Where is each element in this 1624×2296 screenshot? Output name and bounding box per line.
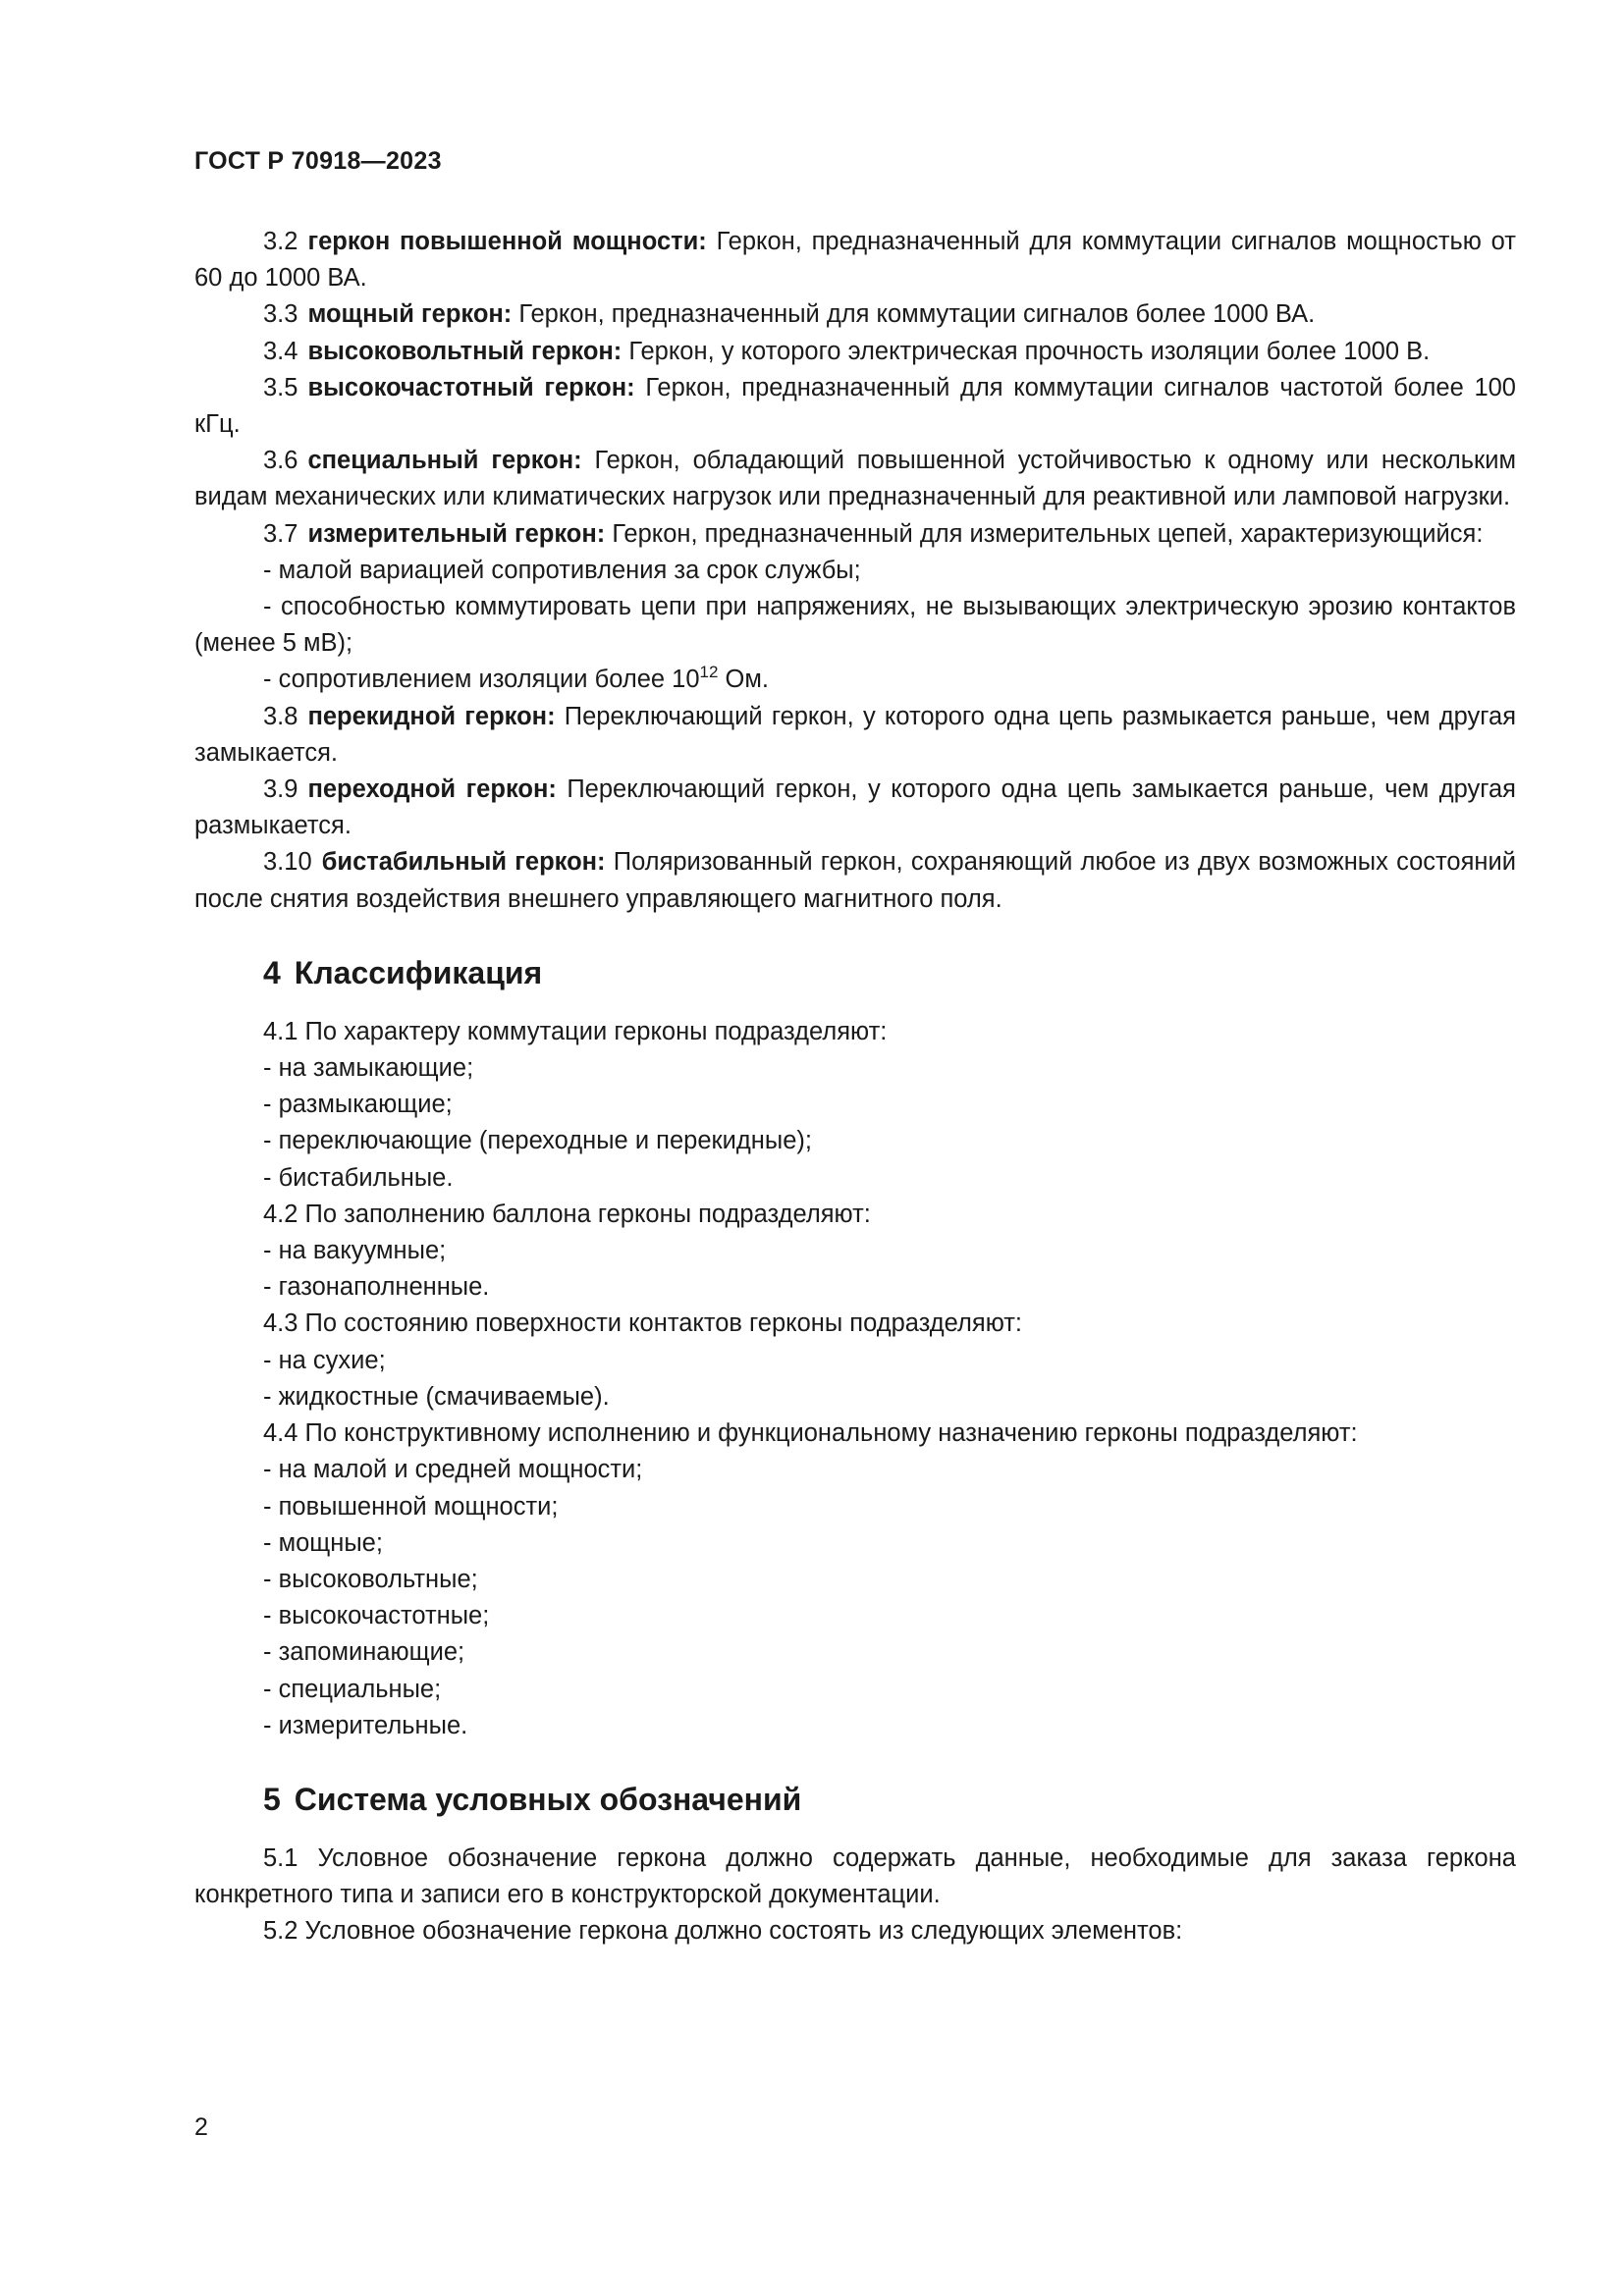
list-item: - переключающие (переходные и перекидные); bbox=[263, 1127, 812, 1155]
page-number: 2 bbox=[194, 2113, 208, 2141]
term-definition: Геркон, предназначенный для измерительных цепей, характеризующийся: bbox=[612, 519, 1484, 548]
section-title: Классификация bbox=[294, 954, 543, 990]
list-item: - на малой и средней мощности; bbox=[263, 1456, 643, 1484]
term-3-8 bbox=[194, 699, 1516, 772]
term-definition: Геркон, предназначенный для коммутации сигналов более 1000 ВА. bbox=[518, 300, 1316, 329]
exponent: 12 bbox=[699, 663, 719, 682]
term-3-7-item: - способностью коммутировать цепи при напряжениях, не вызывающих электрическую эрозию контактов (менее 5 мВ); bbox=[194, 593, 1516, 658]
term-definition: Геркон, обладающий повышенной устойчивостью к одному или нескольким видам механических или климатических нагрузок или предназначенный для реактивной или ламповой нагрузки. bbox=[194, 447, 1516, 511]
page-content bbox=[194, 224, 1516, 1950]
term-3-7-item: - малой вариацией сопротивления за срок службы; bbox=[263, 556, 861, 584]
clause-4-3: 4.3 По состоянию поверхности контактов герконы подразделяют: bbox=[263, 1309, 1023, 1338]
section-heading-designation-system bbox=[194, 1780, 1516, 1819]
term-definition: Поляризованный геркон, сохраняющий любое из двух возможных состояний после снятия воздействия внешнего управляющего магнитного поля. bbox=[194, 848, 1516, 913]
list-item: - на вакуумные; bbox=[263, 1237, 447, 1265]
term-number: 3.5 bbox=[263, 373, 298, 401]
clause-4-2: 4.2 По заполнению баллона герконы подразделяют: bbox=[263, 1200, 871, 1228]
term-name: высокочастотный геркон: bbox=[307, 373, 635, 401]
term-name: специальный геркон: bbox=[307, 447, 582, 475]
item-text: Ом. bbox=[718, 666, 770, 694]
clause-4-4: 4.4 По конструктивному исполнению и функциональному назначению герконы подразделяют: bbox=[263, 1419, 1358, 1448]
list-item: - высокочастотные; bbox=[263, 1602, 490, 1630]
term-number: 3.8 bbox=[263, 702, 298, 730]
term-name: измерительный геркон: bbox=[307, 519, 606, 548]
item-text: - сопротивлением изоляции более 10 bbox=[263, 666, 700, 694]
term-name: переходной геркон: bbox=[307, 775, 557, 804]
list-item: - мощные; bbox=[263, 1528, 383, 1557]
list-item: - на замыкающие; bbox=[263, 1054, 474, 1083]
section-title: Система условных обозначений bbox=[294, 1781, 802, 1817]
section-number: 4 bbox=[263, 954, 281, 990]
section-heading-classification bbox=[194, 953, 1516, 992]
term-3-3 bbox=[194, 296, 1516, 333]
term-3-5 bbox=[194, 370, 1516, 443]
list-item: - повышенной мощности; bbox=[263, 1492, 559, 1521]
term-number: 3.4 bbox=[263, 337, 298, 365]
term-name: геркон повышенной мощности: bbox=[307, 228, 707, 255]
term-name: бистабильный геркон: bbox=[321, 848, 606, 877]
term-name: мощный геркон: bbox=[307, 300, 513, 329]
term-definition: Переключающий геркон, у которого одна цепь размыкается раньше, чем другая замыкается. bbox=[194, 702, 1516, 767]
term-3-6 bbox=[194, 443, 1516, 515]
document-code-header: ГОСТ Р 70918—2023 bbox=[194, 147, 442, 175]
list-item: - жидкостные (смачиваемые). bbox=[263, 1382, 610, 1411]
term-definition: Геркон, у которого электрическая прочность изоляции более 1000 В. bbox=[628, 337, 1431, 365]
list-item: - размыкающие; bbox=[263, 1091, 453, 1119]
list-item: - на сухие; bbox=[263, 1346, 386, 1374]
term-definition: Геркон, предназначенный для коммутации сигналов мощностью от 60 до 1000 ВА. bbox=[194, 228, 1516, 293]
section-number: 5 bbox=[263, 1781, 281, 1817]
list-item: - специальные; bbox=[263, 1675, 442, 1703]
list-item: - запоминающие; bbox=[263, 1638, 465, 1667]
term-number: 3.7 bbox=[263, 519, 298, 548]
term-3-7-item bbox=[194, 662, 1516, 698]
term-number: 3.9 bbox=[263, 775, 298, 804]
term-definition: Геркон, предназначенный для коммутации сигналов частотой более 100 кГц. bbox=[194, 373, 1516, 439]
term-3-10 bbox=[194, 844, 1516, 917]
term-3-9 bbox=[194, 772, 1516, 844]
term-name: высоковольтный геркон: bbox=[307, 337, 623, 365]
list-item: - газонаполненные. bbox=[263, 1273, 490, 1302]
term-number: 3.6 bbox=[263, 447, 298, 475]
list-item: - бистабильные. bbox=[263, 1163, 454, 1192]
term-3-7 bbox=[194, 516, 1516, 553]
clause-5-2: 5.2 Условное обозначение геркона должно состоять из следующих элементов: bbox=[263, 1917, 1183, 1946]
term-number: 3.3 bbox=[263, 300, 298, 329]
clause-4-1: 4.1 По характеру коммутации герконы подразделяют: bbox=[263, 1017, 888, 1045]
term-definition: Переключающий геркон, у которого одна цепь замыкается раньше, чем другая размыкается. bbox=[194, 775, 1516, 840]
term-3-4 bbox=[194, 334, 1516, 370]
term-number: 3.10 bbox=[263, 848, 312, 877]
list-item: - высоковольтные; bbox=[263, 1565, 478, 1593]
term-number: 3.2 bbox=[263, 228, 298, 255]
clause-5-1: 5.1 Условное обозначение геркона должно содержать данные, необходимые для заказа геркона конкретного типа и записи его в конструкторской документации. bbox=[194, 1843, 1516, 1909]
term-3-2 bbox=[194, 224, 1516, 296]
list-item: - измерительные. bbox=[263, 1711, 468, 1739]
term-name: перекидной геркон: bbox=[307, 702, 556, 730]
